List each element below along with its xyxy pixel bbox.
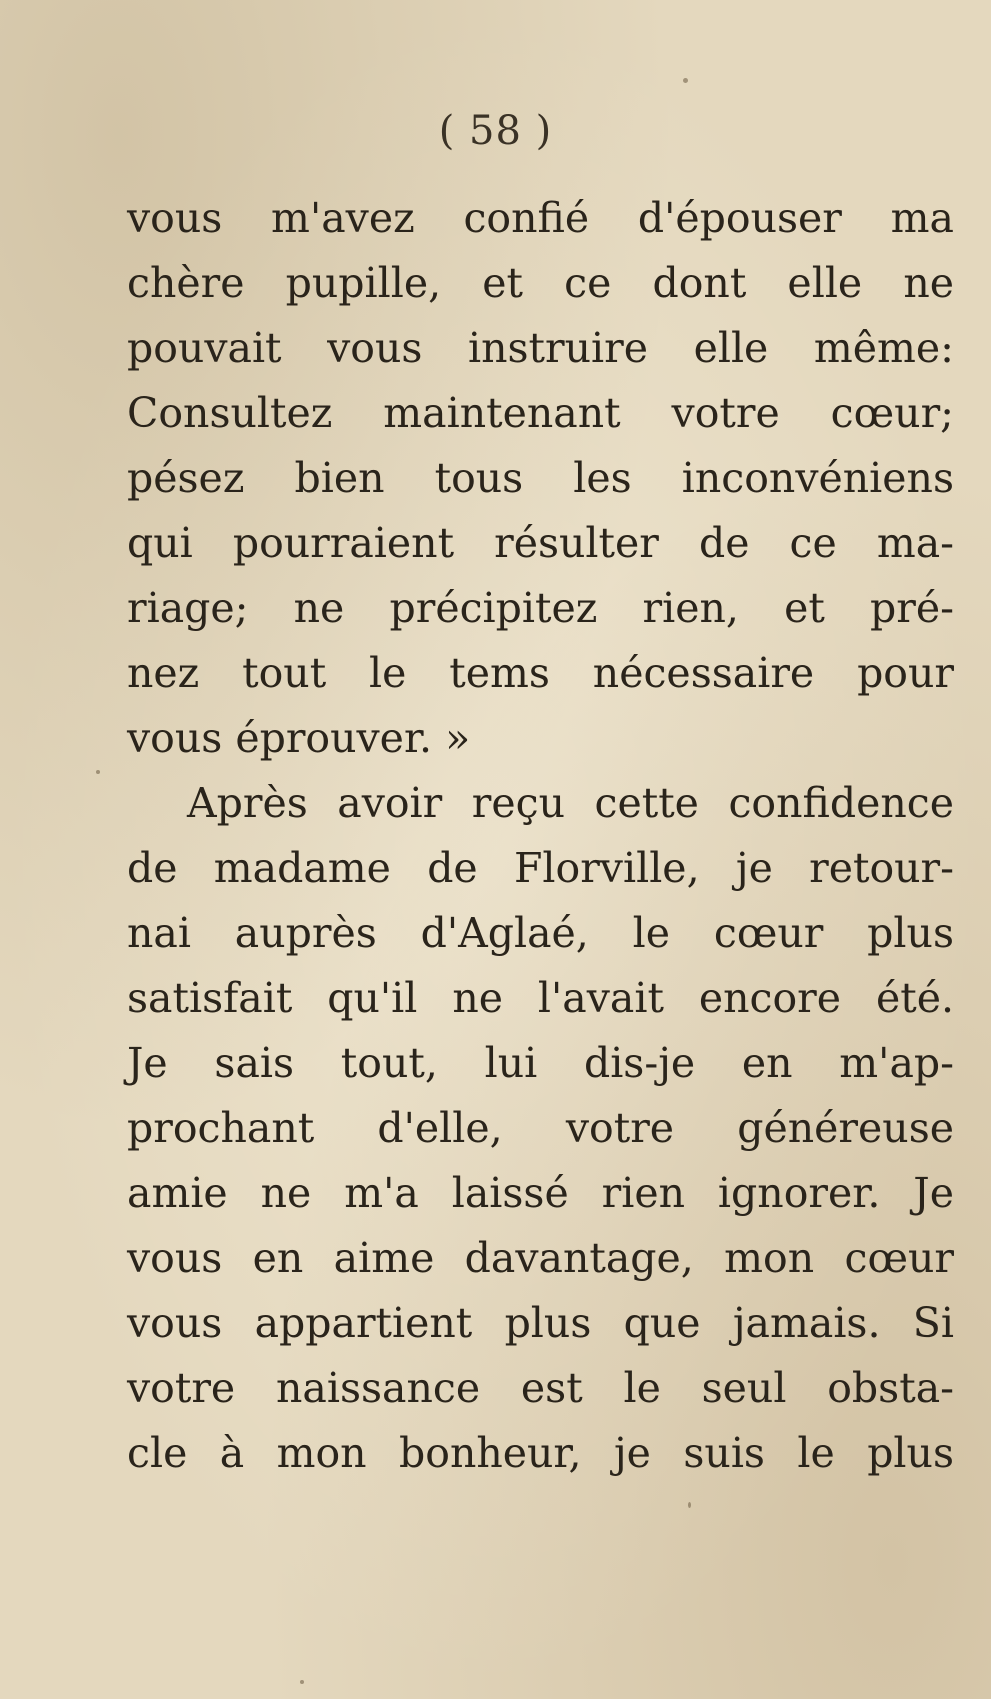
text-line: vous appartient plus que jamais. Si [127,1299,954,1347]
text-line: nez tout le tems nécessaire pour [127,649,954,697]
text-line: qui pourraient résulter de ce ma- [127,519,954,567]
text-line: Consultez maintenant votre cœur; [127,389,954,437]
paper-speck [688,1502,691,1508]
paper-speck [683,78,688,83]
text-line: pouvait vous instruire elle même: [127,324,954,372]
text-line: amie ne m'a laissé rien ignorer. Je [127,1169,954,1217]
text-line: nai auprès d'Aglaé, le cœur plus [127,909,954,957]
text-line: satisfait qu'il ne l'avait encore été. [127,974,954,1022]
page-number: ( 58 ) [438,108,553,154]
text-line: Après avoir reçu cette confidence [187,779,954,827]
text-line: Je sais tout, lui dis-je en m'ap- [127,1039,954,1087]
text-line: votre naissance est le seul obsta- [127,1364,954,1412]
text-line: vous en aime davantage, mon cœur [127,1234,954,1282]
text-line: riage; ne précipitez rien, et pré- [127,584,954,632]
paper-speck [300,1680,304,1684]
paper-speck [96,770,100,774]
text-line: pésez bien tous les inconvéniens [127,454,954,502]
text-line: cle à mon bonheur, je suis le plus [127,1429,954,1477]
text-line: chère pupille, et ce dont elle ne [127,259,954,307]
text-line: vous éprouver. » [127,714,471,762]
text-line: prochant d'elle, votre généreuse [127,1104,954,1152]
text-line: vous m'avez confié d'épouser ma [127,194,954,242]
text-line: de madame de Florville, je retour- [127,844,954,892]
body-text [127,186,954,1486]
